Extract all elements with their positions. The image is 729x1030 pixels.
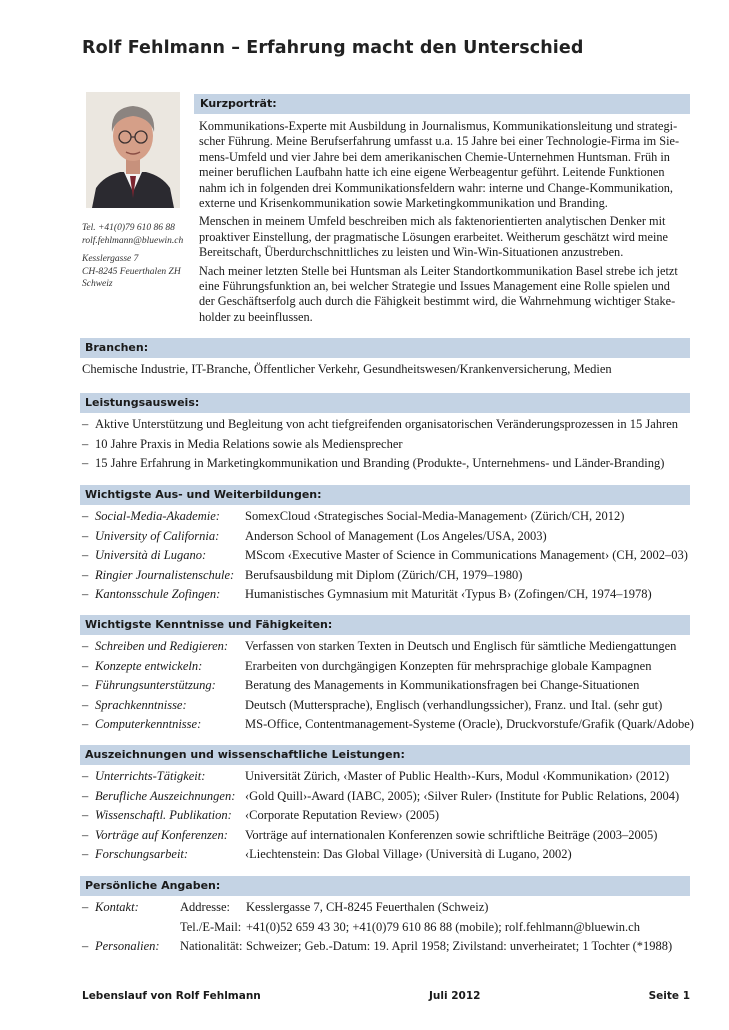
item-label: Vorträge auf Konferenzen: bbox=[95, 827, 228, 842]
kp-line: der Geschäftserfolg auch durch die Fähigkeit bestimmt wird, die Wahrnehmung wichtiger Stake- bbox=[199, 294, 676, 309]
kp-line: mens-Umfeld und vier Jahre bei dem amerikanischen Chemie-Unternehmen Huntsman. Früh in bbox=[199, 149, 670, 164]
list-item-text: Aktive Unterstützung und Begleitung von acht tiefgreifenden organisatorischen Veränderungsprozessen in 15 Jahren bbox=[95, 417, 679, 431]
ausbildungen-section bbox=[82, 507, 692, 605]
list-item: – Unterrichts-Tätigkeit: Universität Zürich, ‹Master of Public Health›-Kurs, Modul ‹Kommunikation› (2012) bbox=[82, 767, 692, 787]
branchen-heading: Branchen: bbox=[80, 338, 690, 358]
item-value: Beratung des Managements in Kommunikationsfragen bei Change-Situationen bbox=[245, 678, 640, 692]
kenntnisse-heading: Wichtigste Kenntnisse und Fähigkeiten: bbox=[80, 615, 690, 635]
contact-block bbox=[82, 222, 192, 297]
item-value: +41(0)52 659 43 30; +41(0)79 610 86 88 (mobile); rolf.fehlmann@bluewin.ch bbox=[246, 919, 640, 934]
item-value: Anderson School of Management (Los Angeles/USA, 2003) bbox=[245, 528, 547, 543]
auszeichnungen-heading: Auszeichnungen und wissenschaftliche Leistungen: bbox=[80, 745, 690, 765]
item-value: MScom ‹Executive Master of Science in Communications Management› (CH, 2002–03) bbox=[245, 548, 688, 562]
kurzportraet-heading: Kurzporträt: bbox=[194, 94, 690, 114]
kp-line: Menschen in meinem Umfeld beschreiben mich als faktenorientierten analytischen Denker mit bbox=[199, 214, 666, 229]
item-label: Social-Media-Akademie: bbox=[95, 509, 220, 523]
item-label: Berufliche Auszeichnungen: bbox=[95, 788, 236, 803]
item-label: Computerkenntnisse: bbox=[95, 717, 202, 731]
item-label: Kantonsschule Zofingen: bbox=[95, 587, 221, 601]
list-item: – Aktive Unterstützung und Begleitung von acht tiefgreifenden organisatorischen Veränderungsprozessen in 15 Jahren bbox=[82, 415, 692, 435]
footer-page-number: Seite 1 bbox=[648, 990, 690, 1002]
leistungsausweis-section bbox=[82, 415, 692, 474]
persoenlich-section bbox=[82, 898, 692, 957]
item-label: Sprachkenntnisse: bbox=[95, 697, 187, 712]
kp-line: Kommunikations-Experte mit Ausbildung in Journalismus, Kommunikationsleitung und strategi- bbox=[199, 119, 678, 133]
item-value: Berufsausbildung mit Diplom (Zürich/CH, 1979–1980) bbox=[245, 567, 523, 582]
list-item: – Università di Lugano: MScom ‹Executive Master of Science in Communications Management› (CH, 2002–03) bbox=[82, 546, 692, 566]
list-item: – Sprachkenntnisse: Deutsch (Muttersprache), Englisch (verhandlungssicher), Franz. und Ital. (sehr gut) bbox=[82, 696, 692, 716]
list-item: – Kontakt: Addresse: Kesslergasse 7, CH-8245 Feuerthalen (Schweiz) bbox=[82, 898, 692, 918]
item-label: Ringier Journalistenschule: bbox=[95, 567, 235, 582]
item-value: MS-Office, Contentmanagement-Systeme (Oracle), Druckvorstufe/Grafik (Quark/Adobe) bbox=[245, 717, 694, 731]
kp-line: scher Führung. Meine Berufserfahrung umfasst u.a. 15 Jahre bei einer Technologie-Firma im Sie- bbox=[199, 134, 680, 149]
ausbildungen-heading: Wichtigste Aus- und Weiterbildungen: bbox=[80, 485, 690, 505]
item-value: ‹Liechtenstein: Das Global Village› (Università di Lugano, 2002) bbox=[245, 847, 572, 861]
item-key: Nationalität: bbox=[180, 939, 243, 953]
branchen-text: Chemische Industrie, IT-Branche, Öffentlicher Verkehr, Gesundheitswesen/Krankenversicherung, Medien bbox=[82, 362, 612, 376]
item-label: University of California: bbox=[95, 528, 220, 543]
item-value: Verfassen von starken Texten in Deutsch und Englisch für sämtliche Mediengattungen bbox=[245, 639, 677, 653]
item-key: Tel./E-Mail: bbox=[180, 919, 242, 934]
kp-line: holder zu beeinflussen. bbox=[199, 309, 313, 324]
list-item: – Vorträge auf Konferenzen: Vorträge auf internationalen Konferenzen sowie schriftliche Beiträge (2003–2005) bbox=[82, 826, 692, 846]
kurzportraet-text bbox=[199, 119, 691, 328]
page-title: Rolf Fehlmann – Erfahrung macht den Unterschied bbox=[82, 38, 584, 58]
kp-line: Bereitschaft, Überdurchschnittliches zu leisten und Win-Win-Situationen anzustreben. bbox=[199, 245, 624, 260]
list-item bbox=[82, 918, 692, 938]
persoenlich-heading: Persönliche Angaben: bbox=[80, 876, 690, 896]
page-footer bbox=[82, 990, 690, 1002]
kp-line: eine Führungsfunktion an, bei welcher Strategie und Issues Management eine Rolle spielen und bbox=[199, 279, 670, 294]
item-key: Addresse: bbox=[180, 900, 230, 914]
item-label: Führungsunterstützung: bbox=[95, 678, 216, 692]
list-item: – 15 Jahre Erfahrung in Marketingkommunikation und Branding (Produkte-, Unternehmens- und Länder-Branding) bbox=[82, 454, 692, 474]
branchen-section bbox=[82, 360, 692, 380]
item-label: Wissenschaftl. Publikation: bbox=[95, 808, 232, 822]
kp-line: nahm ich in folgenden drei Kommunikationsfeldern wahr: interne und Change-Kommunikation, bbox=[199, 180, 674, 195]
item-value: Vorträge auf internationalen Konferenzen sowie schriftliche Beiträge (2003–2005) bbox=[245, 827, 658, 842]
kurzportraet-paragraph bbox=[199, 214, 691, 260]
portrait-image bbox=[86, 92, 180, 208]
list-item: – Berufliche Auszeichnungen: ‹Gold Quill›-Award (IABC, 2005); ‹Silver Ruler› (Institute for Public Relations, 2004) bbox=[82, 787, 692, 807]
kp-line: externe und Krisenkommunikation sowie Marketingkommunikation und Branding. bbox=[199, 196, 608, 211]
list-item: – Führungsunterstützung: Beratung des Managements in Kommunikationsfragen bei Change-Situationen bbox=[82, 676, 692, 696]
list-item-text: 15 Jahre Erfahrung in Marketingkommunikation und Branding (Produkte-, Unternehmens- und Länder-Branding) bbox=[95, 456, 665, 470]
leistungsausweis-heading: Leistungsausweis: bbox=[80, 393, 690, 413]
item-value: Universität Zürich, ‹Master of Public Health›-Kurs, Modul ‹Kommunikation› (2012) bbox=[245, 769, 670, 783]
list-item: – Schreiben und Redigieren: Verfassen von starken Texten in Deutsch und Englisch für sämtliche Mediengattungen bbox=[82, 637, 692, 657]
list-item: – Wissenschaftl. Publikation: ‹Corporate Reputation Review› (2005) bbox=[82, 806, 692, 826]
list-item: – Ringier Journalistenschule: Berufsausbildung mit Diplom (Zürich/CH, 1979–1980) bbox=[82, 566, 692, 586]
list-item-text: 10 Jahre Praxis in Media Relations sowie als Mediensprecher bbox=[95, 436, 403, 451]
list-item: – Social-Media-Akademie: SomexCloud ‹Strategisches Social-Media-Management› (Zürich/CH, 2012) bbox=[82, 507, 692, 527]
list-item: – Forschungsarbeit: ‹Liechtenstein: Das Global Village› (Università di Lugano, 2002) bbox=[82, 845, 692, 865]
contact-email[interactable]: rolf.fehlmann@bluewin.ch bbox=[82, 235, 184, 246]
kp-line: proaktiver Einstellung, der pragmatische Lösungen erarbeitet. Weitherum geschätzt wird meine bbox=[199, 229, 668, 244]
item-label: Università di Lugano: bbox=[95, 548, 207, 562]
item-value: Schweizer; Geb.-Datum: 19. April 1958; Zivilstand: unverheiratet; 1 Tochter (*1988) bbox=[246, 939, 673, 953]
item-value: Erarbeiten von durchgängigen Konzepten für mehrsprachige globale Kampagnen bbox=[245, 658, 652, 673]
contact-phone: Tel. +41(0)79 610 86 88 bbox=[82, 223, 175, 233]
item-value: ‹Gold Quill›-Award (IABC, 2005); ‹Silver Ruler› (Institute for Public Relations, 2004) bbox=[245, 788, 680, 803]
item-label: Unterrichts-Tätigkeit: bbox=[95, 769, 206, 783]
item-label: Konzepte entwickeln: bbox=[95, 658, 203, 673]
contact-country: Schweiz bbox=[82, 279, 113, 289]
item-label bbox=[95, 918, 180, 938]
list-item: – Konzepte entwickeln: Erarbeiten von durchgängigen Konzepten für mehrsprachige globale Kampagnen bbox=[82, 657, 692, 677]
kurzportraet-paragraph bbox=[199, 119, 691, 211]
item-label: Personalien: bbox=[95, 939, 160, 953]
contact-city: CH-8245 Feuerthalen ZH bbox=[82, 266, 181, 277]
footer-left: Lebenslauf von Rolf Fehlmann bbox=[82, 990, 261, 1002]
kp-line: meiner beruflichen Laufbahn hatte ich eine eigene Werbeagentur geführt. Leitende Funktionen bbox=[199, 165, 665, 180]
list-item: – Personalien: Nationalität: Schweizer; Geb.-Datum: 19. April 1958; Zivilstand: unverheiratet; 1 Tochter (*1988) bbox=[82, 937, 692, 957]
item-label: Kontakt: bbox=[95, 900, 139, 914]
item-value: Kesslergasse 7, CH-8245 Feuerthalen (Schweiz) bbox=[246, 900, 489, 914]
footer-center: Juli 2012 bbox=[428, 990, 481, 1002]
item-value: SomexCloud ‹Strategisches Social-Media-Management› (Zürich/CH, 2012) bbox=[245, 509, 625, 523]
item-label: Schreiben und Redigieren: bbox=[95, 639, 229, 653]
item-value: Deutsch (Muttersprache), Englisch (verhandlungssicher), Franz. und Ital. (sehr gut) bbox=[245, 697, 663, 712]
kenntnisse-section bbox=[82, 637, 692, 735]
item-value: ‹Corporate Reputation Review› (2005) bbox=[245, 808, 440, 822]
auszeichnungen-section bbox=[82, 767, 692, 865]
list-item: – 10 Jahre Praxis in Media Relations sowie als Mediensprecher bbox=[82, 435, 692, 455]
list-item: – Computerkenntnisse: MS-Office, Contentmanagement-Systeme (Oracle), Druckvorstufe/Grafik (Quark/Adobe) bbox=[82, 715, 692, 735]
list-item: – University of California: Anderson School of Management (Los Angeles/USA, 2003) bbox=[82, 527, 692, 547]
kurzportraet-paragraph bbox=[199, 264, 691, 326]
list-item: – Kantonsschule Zofingen: Humanistisches Gymnasium mit Maturität ‹Typus B› (Zofingen/CH, 1974–1978) bbox=[82, 585, 692, 605]
contact-street: Kesslergasse 7 bbox=[82, 254, 139, 264]
item-label: Forschungsarbeit: bbox=[95, 847, 189, 861]
portrait-photo bbox=[86, 92, 180, 208]
kp-line: Nach meiner letzten Stelle bei Huntsman als Leiter Standortkommunikation Basel strebe ich jetzt bbox=[199, 263, 678, 278]
item-value: Humanistisches Gymnasium mit Maturität ‹Typus B› (Zofingen/CH, 1974–1978) bbox=[245, 587, 652, 601]
